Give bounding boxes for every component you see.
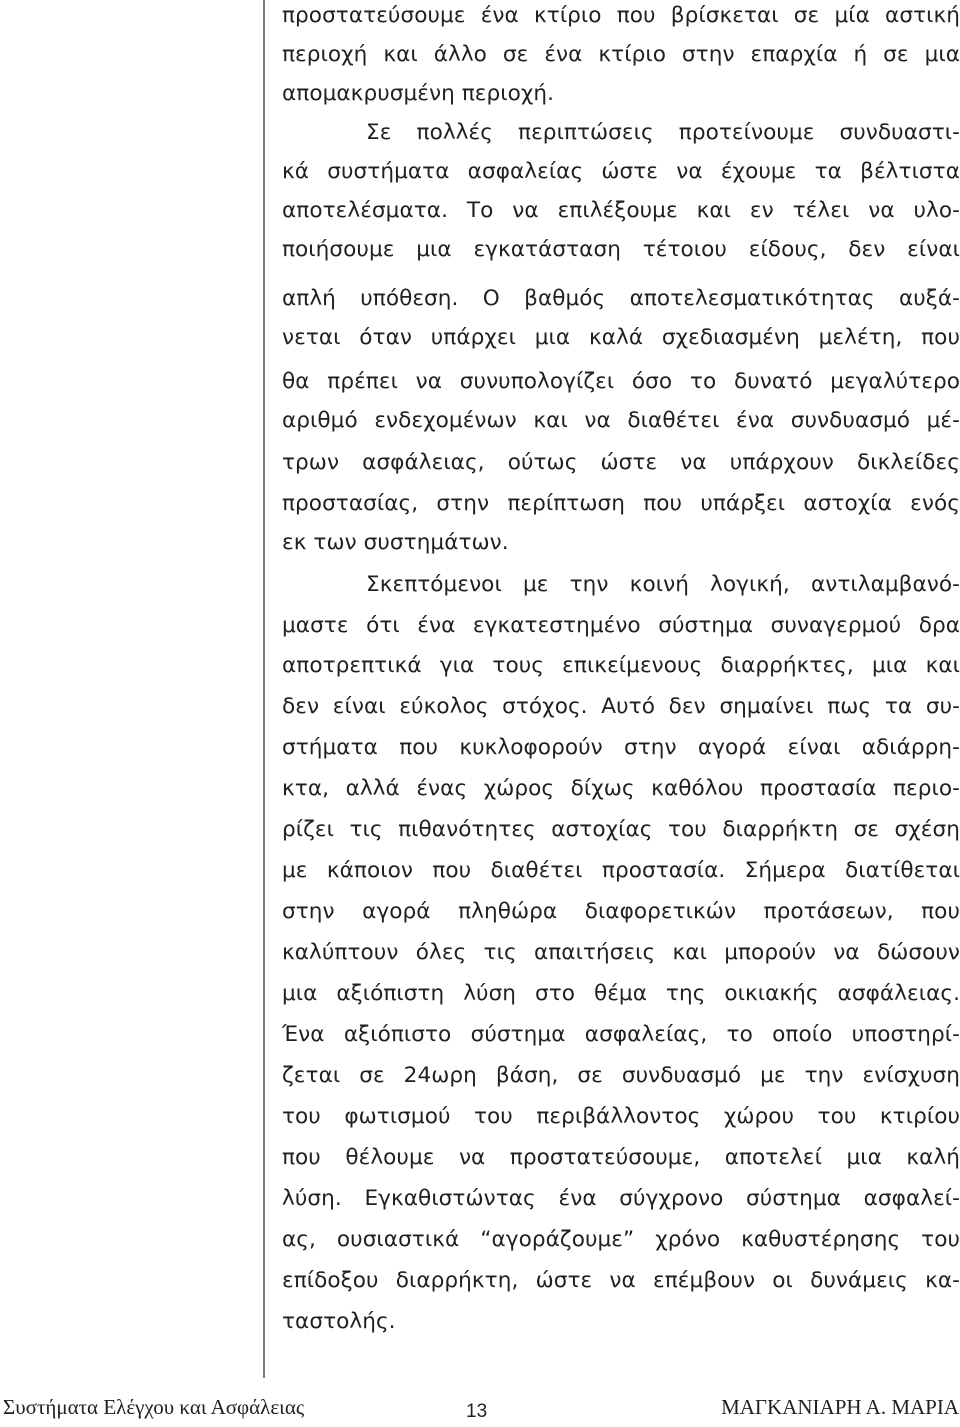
text-line: ας, ουσιαστικά “αγοράζουμε” χρόνο καθυστέρησης του [282, 1227, 960, 1252]
text-line: νεται όταν υπάρχει μια καλά σχεδιασμένη μελέτη, που [282, 325, 960, 350]
text-line: ρίζει τις πιθανότητες αστοχίας του διαρρήκτη σε σχέση [282, 817, 960, 842]
text-line: δεν είναι εύκολος στόχος. Αυτό δεν σημαίνει πως τα συ- [282, 694, 960, 719]
text-line: κά συστήματα ασφαλείας ώστε να έχουμε τα βέλτιστα [282, 159, 960, 184]
text-line: με κάποιον που διαθέτει προστασία. Σήμερα διατίθεται [282, 858, 960, 883]
text-line: λύση. Εγκαθιστώντας ένα σύγχρονο σύστημα ασφαλεί- [282, 1186, 960, 1211]
text-line: κτα, αλλά ένας χώρος δίχως καθόλου προστασία περιο- [282, 776, 960, 801]
text-line: που θέλουμε να προστατεύσουμε, αποτελεί μια καλή [282, 1145, 960, 1170]
text-line: Ένα αξιόπιστο σύστημα ασφαλείας, το οποίο υποστηρί- [282, 1022, 960, 1047]
text-line: προστασίας, στην περίπτωση που υπάρξει αστοχία ενός [282, 491, 960, 516]
text-line: στην αγορά πληθώρα διαφορετικών προτάσεων, που [282, 899, 960, 924]
text-line: καλύπτουν όλες τις απαιτήσεις και μπορούν να δώσουν [282, 940, 960, 965]
footer-title: Συστήματα Ελέγχου και Ασφάλειας [3, 1395, 305, 1419]
text-line: προστατεύσουμε ένα κτίριο που βρίσκεται σε μία αστική [282, 3, 960, 28]
text-line: περιοχή και άλλο σε ένα κτίριο στην επαρχία ή σε μια [282, 42, 960, 67]
text-line: αποτελέσματα. Το να επιλέξουμε και εν τέλει να υλο- [282, 198, 960, 223]
text-line: Σκεπτόμενοι με την κοινή λογική, αντιλαμβανό- [366, 572, 960, 597]
margin-rule [263, 0, 265, 1378]
text-line: επίδοξου διαρρήκτη, ώστε να επέμβουν οι δυνάμεις κα- [282, 1268, 960, 1293]
text-line: στήματα που κυκλοφορούν στην αγορά είναι αδιάρρη- [282, 735, 960, 760]
text-line: μια αξιόπιστη λύση στο θέμα της οικιακής ασφάλειας. [282, 981, 960, 1006]
text-line: μαστε ότι ένα εγκατεστημένο σύστημα συναγερμού δρα [282, 613, 960, 638]
text-line: του φωτισμού του περιβάλλοντος χώρου του κτιρίου [282, 1104, 960, 1129]
footer-author: ΜΑΓΚΑΝΙΑΡΗ Α. ΜΑΡΙΑ [721, 1395, 959, 1419]
text-line: Σε πολλές περιπτώσεις προτείνουμε συνδυαστι- [366, 120, 960, 145]
text-line: ποιήσουμε μια εγκατάσταση τέτοιου είδους, δεν είναι [282, 237, 960, 262]
text-line: εκ των συστημάτων. [282, 530, 509, 555]
text-line: θα πρέπει να συνυπολογίζει όσο το δυνατό μεγαλύτερο [282, 369, 960, 394]
text-line: απομακρυσμένη περιοχή. [282, 81, 555, 106]
footer-page-number: 13 [466, 1401, 488, 1422]
text-line: αποτρεπτικά για τους επικείμενους διαρρήκτες, μια και [282, 653, 960, 678]
text-line: τρων ασφάλειας, ούτως ώστε να υπάρχουν δικλείδες [282, 450, 960, 475]
text-line: ταστολής. [282, 1309, 396, 1334]
text-line: απλή υπόθεση. Ο βαθμός αποτελεσματικότητας αυξά- [282, 286, 960, 311]
text-line: ζεται σε 24ωρη βάση, σε συνδυασμό με την ενίσχυση [282, 1063, 960, 1088]
text-line: αριθμό ενδεχομένων και να διαθέτει ένα συνδυασμό μέ- [282, 408, 960, 433]
